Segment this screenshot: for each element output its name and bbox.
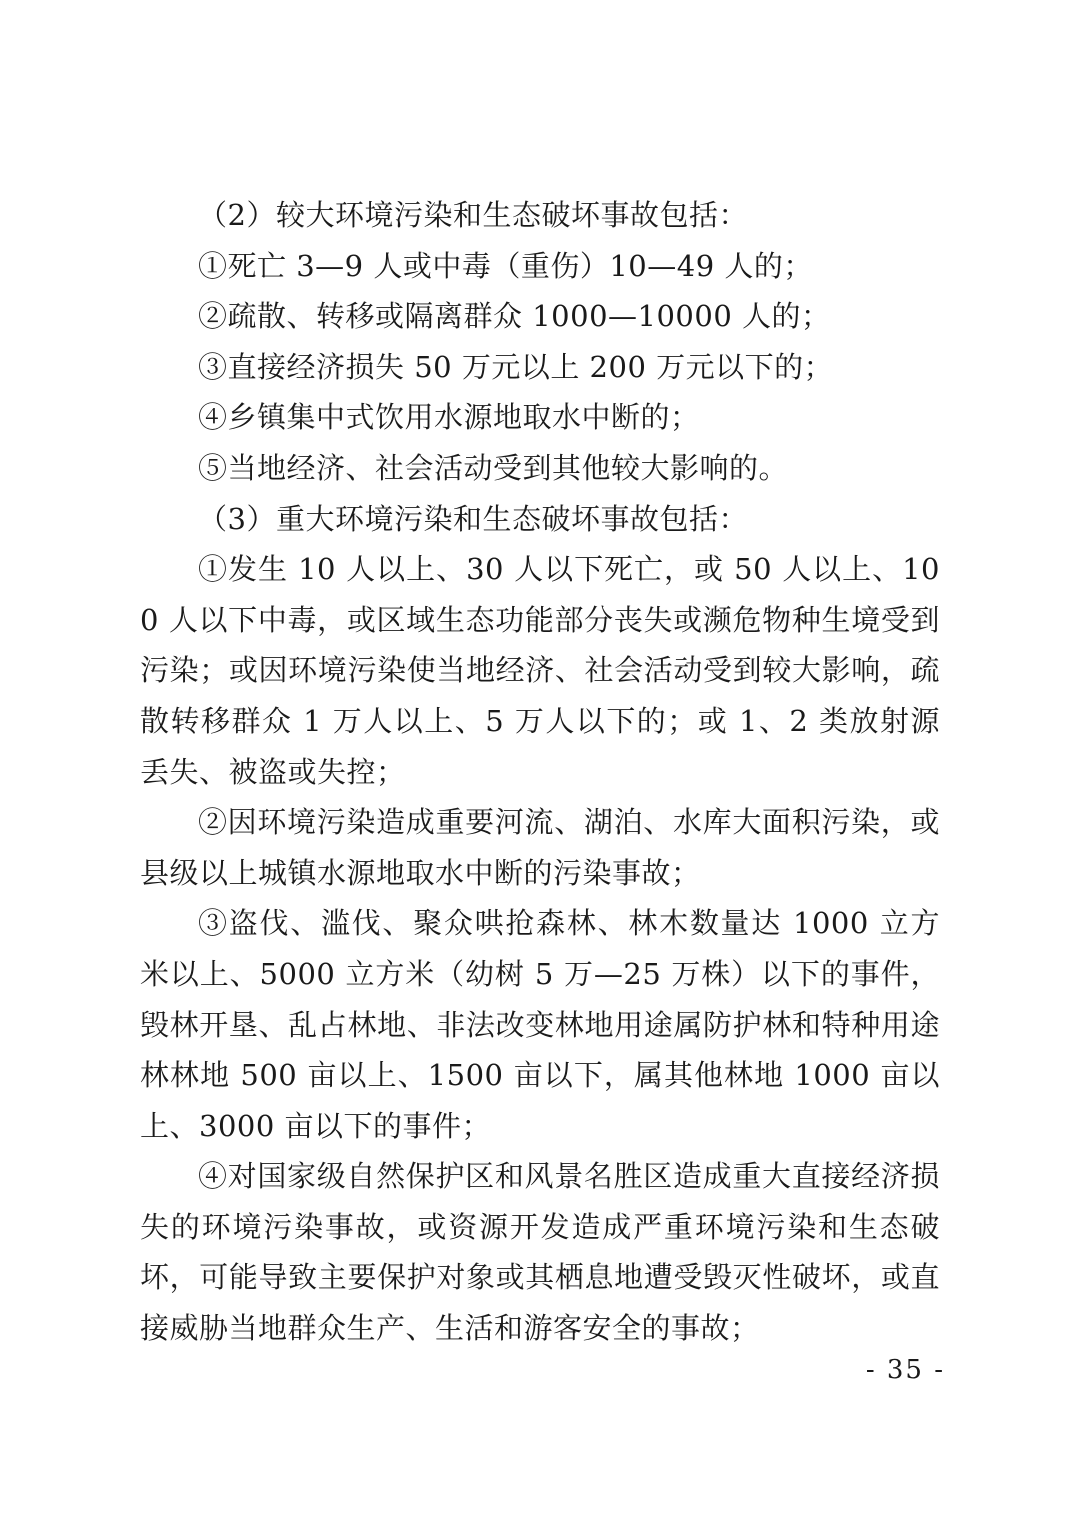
paragraph-item-4: ④乡镇集中式饮用水源地取水中断的； [198,400,700,435]
paragraph-item-2: ②疏散、转移或隔离群众 1000—10000 人的； [198,299,831,334]
paragraph-item-5: ⑤当地经济、社会活动受到其他较大影响的。 [198,450,789,485]
paragraph-item-3: ③直接经济损失 50 万元以上 200 万元以下的； [198,349,834,384]
paragraph-major-item-1: ①发生 10 人以上、30 人以下死亡，或 50 人以上、100 人以下中毒，或区域生态功能部分丧失或濒危物种生境受到污染；或因环境污染使当地经济、社会活动受到较大影响，疏散转移群众 1 万人以上、5 万人以下的；或 1、2 类放射源丢失、被盗或失控； [140,552,940,789]
paragraph-heading-2: （2）较大环境污染和生态破坏事故包括： [198,198,748,232]
paragraph-major-item-2: ②因环境污染造成重要河流、湖泊、水库大面积污染，或县级以上城镇水源地取水中断的污染事故； [140,805,940,890]
paragraph-heading-3: （3）重大环境污染和生态破坏事故包括： [198,501,748,536]
page-number: - 35 - [865,1355,945,1385]
paragraph-major-item-3: ③盗伐、滥伐、聚众哄抢森林、林木数量达 1000 立方米以上、5000 立方米（幼树 5 万—25 万株）以下的事件，毁林开垦、乱占林地、非法改变林地用途属防护林和特种用途林林地 500 亩以上、1500 亩以下，属其他林地 1000 亩以上、3000 亩以下的事件； [140,906,940,1143]
paragraph-item-1: ①死亡 3—9 人或中毒（重伤）10—49 人的； [198,248,813,283]
document-body [140,190,940,1354]
paragraph-major-item-4: ④对国家级自然保护区和风景名胜区造成重大直接经济损失的环境污染事故，或资源开发造成严重环境污染和生态破坏，可能导致主要保护对象或其栖息地遭受毁灭性破坏，或直接威胁当地群众生产、生活和游客安全的事故； [140,1159,940,1346]
